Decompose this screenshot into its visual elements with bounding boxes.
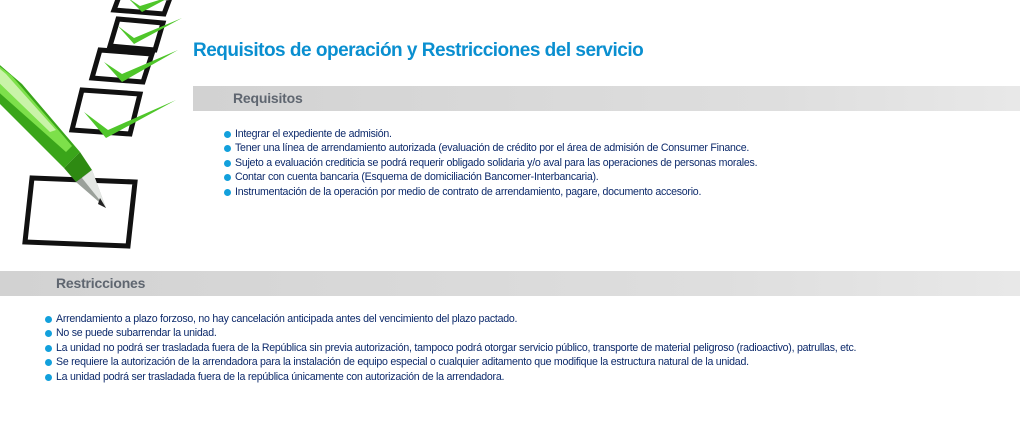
restricciones-header-bar <box>0 271 1020 296</box>
list-item <box>224 141 757 155</box>
list-item-text: No se puede subarrendar la unidad. <box>56 327 217 340</box>
list-item-text: Se requiere la autorización de la arrendadora para la instalación de equipo especial o cualquier aditamento que modifique la estructura natural de la unidad. <box>56 356 749 369</box>
list-item <box>45 326 856 340</box>
list-item <box>45 341 856 355</box>
checkbox-icon <box>110 19 163 50</box>
requisitos-heading: Requisitos <box>233 90 303 106</box>
bullet-dot-icon <box>45 330 52 337</box>
bullet-dot-icon <box>224 131 231 138</box>
requisitos-header-bar <box>193 86 1020 111</box>
checkbox-icon <box>25 178 135 246</box>
list-item-text: Arrendamiento a plazo forzoso, no hay cancelación anticipada antes del vencimiento del plazo pactado. <box>56 313 518 325</box>
list-item-text: Integrar el expediente de admisión. <box>235 128 392 140</box>
list-item-text: Contar con cuenta bancaria (Esquema de domiciliación Bancomer-Interbancaria). <box>235 171 599 184</box>
list-item <box>224 170 757 184</box>
pen-icon <box>0 60 106 208</box>
list-item <box>224 185 757 199</box>
list-item <box>45 355 856 369</box>
restricciones-list <box>45 312 856 384</box>
checklist-pen-icon <box>0 0 190 252</box>
checkbox-icon <box>72 90 140 134</box>
page-title: Requisitos de operación y Restricciones del servicio <box>193 40 644 61</box>
list-item <box>224 127 757 141</box>
list-item <box>45 312 856 326</box>
bullet-dot-icon <box>224 145 231 152</box>
bullet-dot-icon <box>224 160 231 167</box>
bullet-dot-icon <box>45 374 52 381</box>
bullet-dot-icon <box>45 345 52 352</box>
bullet-dot-icon <box>224 189 231 196</box>
list-item-text: Tener una línea de arrendamiento autorizada (evaluación de crédito por el área de admisión de Consumer Finance. <box>235 142 750 155</box>
list-item-text: Instrumentación de la operación por medio de contrato de arrendamiento, pagare, documento accesorio. <box>235 185 702 198</box>
bullet-dot-icon <box>224 174 231 181</box>
list-item-text: La unidad no podrá ser trasladada fuera de la República sin previa autorización, tampoco podrá otorgar servicio público, transporte de material peligroso (radioactivo), patrullas, etc. <box>56 341 857 354</box>
bullet-dot-icon <box>45 359 52 366</box>
list-item-text: La unidad podrá ser trasladada fuera de la república únicamente con autorización de la arrendadora. <box>56 370 505 383</box>
restricciones-heading: Restricciones <box>56 275 146 291</box>
list-item-text: Sujeto a evaluación crediticia se podrá requerir obligado solidaria y/o aval para las operaciones de personas morales. <box>235 156 758 169</box>
list-item <box>45 370 856 384</box>
bullet-dot-icon <box>45 316 52 323</box>
list-item <box>224 156 757 170</box>
requisitos-list <box>224 127 757 199</box>
